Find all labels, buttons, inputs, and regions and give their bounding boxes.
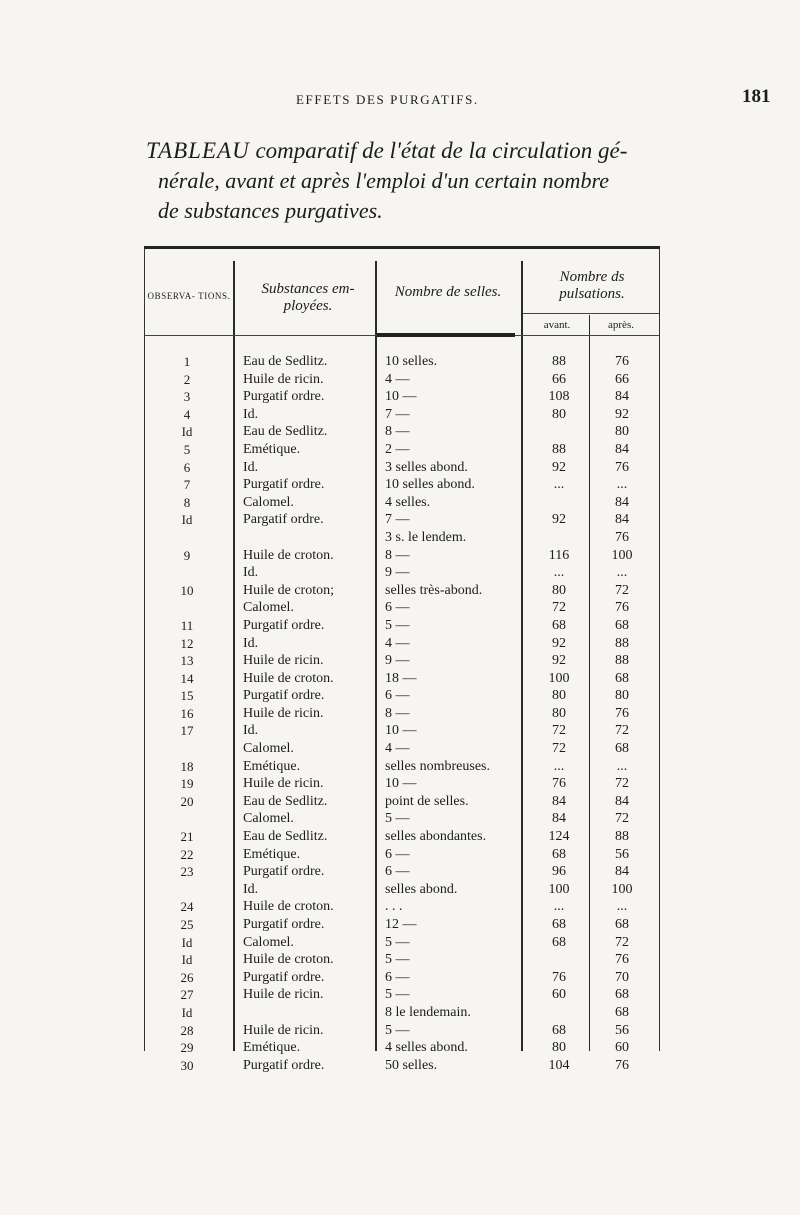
header-pulsations: Nombre ds pulsations. bbox=[559, 269, 625, 302]
cell-observation: 1 bbox=[183, 354, 191, 369]
cell-apres: 76 bbox=[615, 952, 629, 968]
cell-apres: 84 bbox=[615, 512, 629, 528]
cell-avant: 92 bbox=[552, 459, 566, 475]
table-row bbox=[145, 547, 659, 565]
data-table bbox=[144, 246, 660, 1073]
cell-apres: 68 bbox=[615, 670, 629, 686]
table-row bbox=[145, 758, 659, 776]
cell-selles: selles abondantes. bbox=[385, 829, 487, 845]
cell-selles: 10 — bbox=[385, 723, 417, 739]
cell-apres: 80 bbox=[615, 688, 629, 704]
cell-avant: ... bbox=[553, 899, 565, 915]
cell-selles: 18 — bbox=[385, 670, 417, 686]
cell-substance: Huile de ricin. bbox=[243, 653, 324, 669]
table-row bbox=[145, 1039, 659, 1057]
cell-avant: 72 bbox=[552, 723, 566, 739]
cell-apres: 70 bbox=[615, 969, 629, 985]
cell-apres: 84 bbox=[615, 793, 629, 809]
cell-substance: Huile de ricin. bbox=[243, 1022, 324, 1038]
cell-apres: 84 bbox=[615, 389, 629, 405]
cell-observation: 21 bbox=[180, 829, 194, 845]
cell-selles: 4 selles. bbox=[385, 494, 431, 510]
table-row bbox=[145, 582, 659, 600]
cell-substance: Huile de ricin. bbox=[243, 776, 324, 792]
cell-observation: 14 bbox=[180, 670, 194, 686]
cell-apres: 56 bbox=[615, 1022, 629, 1038]
cell-avant: 92 bbox=[552, 512, 566, 528]
header-apres: après. bbox=[608, 319, 634, 331]
table-body bbox=[145, 353, 659, 1074]
cell-selles: 5 — bbox=[385, 987, 410, 1003]
cell-apres: 66 bbox=[615, 371, 629, 387]
table-row bbox=[145, 599, 659, 617]
table-row bbox=[145, 406, 659, 424]
cell-avant: ... bbox=[553, 477, 565, 493]
cell-substance: Pargatif ordre. bbox=[243, 512, 324, 528]
cell-substance: Emétique. bbox=[243, 758, 301, 774]
cell-avant: ... bbox=[553, 758, 565, 774]
cell-avant: 68 bbox=[552, 1022, 566, 1038]
cell-apres: 100 bbox=[611, 547, 633, 563]
cell-observation: 30 bbox=[180, 1057, 194, 1073]
cell-observation: 27 bbox=[180, 987, 194, 1003]
cell-selles: 9 — bbox=[385, 565, 410, 581]
cell-observation: 4 bbox=[183, 406, 191, 422]
table-row bbox=[145, 705, 659, 723]
cell-substance: Huile de ricin. bbox=[243, 987, 324, 1003]
header-nombre-selles: Nombre de selles. bbox=[394, 284, 502, 300]
title-line-1 bbox=[146, 136, 666, 166]
header-avant: avant. bbox=[543, 319, 571, 331]
running-head: EFFETS DES PURGATIFS. bbox=[296, 92, 479, 107]
cell-substance: Id. bbox=[243, 565, 259, 581]
cell-observation: 28 bbox=[180, 1022, 194, 1038]
table-row bbox=[145, 916, 659, 934]
table-row bbox=[145, 564, 659, 582]
cell-selles: 8 — bbox=[385, 705, 410, 721]
cell-apres: 88 bbox=[615, 653, 629, 669]
table-row bbox=[145, 846, 659, 864]
cell-observation: 18 bbox=[180, 758, 194, 774]
table-row bbox=[145, 881, 659, 899]
table-row bbox=[145, 1004, 659, 1022]
cell-substance: Eau de Sedlitz. bbox=[243, 424, 328, 440]
cell-apres: 68 bbox=[615, 917, 629, 932]
table-row bbox=[145, 969, 659, 987]
cell-apres: 68 bbox=[615, 1004, 629, 1020]
cell-substance: Id. bbox=[243, 723, 259, 739]
cell-observation: 17 bbox=[180, 723, 194, 739]
table-row bbox=[145, 986, 659, 1004]
cell-selles: selles nombreuses. bbox=[385, 758, 490, 774]
cell-substance: Huile de croton. bbox=[243, 547, 334, 563]
table-row bbox=[145, 810, 659, 828]
cell-selles: 5 — bbox=[385, 811, 410, 827]
cell-substance: Calomel. bbox=[243, 811, 294, 827]
cell-avant: 72 bbox=[552, 741, 566, 757]
table-row bbox=[145, 828, 659, 846]
table-row bbox=[145, 635, 659, 653]
cell-avant: 100 bbox=[548, 881, 570, 897]
table-row bbox=[145, 863, 659, 881]
table-row bbox=[145, 934, 659, 952]
table-row bbox=[145, 775, 659, 793]
cell-substance: Huile de croton; bbox=[243, 582, 334, 598]
cell-avant: 80 bbox=[552, 705, 566, 721]
cell-selles: selles abond. bbox=[385, 881, 458, 897]
cell-apres: 76 bbox=[615, 1057, 629, 1073]
cell-selles: 5 — bbox=[385, 1022, 410, 1038]
table-row bbox=[145, 652, 659, 670]
cell-selles: 5 — bbox=[385, 952, 410, 968]
table-row bbox=[145, 441, 659, 459]
cell-apres: 60 bbox=[615, 1040, 629, 1056]
cell-substance: Huile de croton. bbox=[243, 899, 334, 915]
table-row bbox=[145, 670, 659, 688]
title-line-2: nérale, avant et après l'emploi d'un certain nombre bbox=[158, 168, 609, 193]
cell-apres: 84 bbox=[615, 864, 629, 880]
cell-observation: 23 bbox=[180, 864, 194, 880]
cell-selles: 10 — bbox=[385, 776, 417, 792]
cell-substance: Purgatif ordre. bbox=[243, 389, 325, 405]
cell-substance: Calomel. bbox=[243, 741, 294, 757]
table-row bbox=[145, 423, 659, 441]
cell-selles: 8 le lendemain. bbox=[385, 1004, 471, 1020]
table-row bbox=[145, 687, 659, 705]
table-row bbox=[145, 1057, 659, 1075]
cell-substance: Purgatif ordre. bbox=[243, 688, 325, 704]
cell-substance: Purgatif ordre. bbox=[243, 617, 325, 633]
cell-apres: 56 bbox=[615, 846, 629, 862]
cell-avant: 88 bbox=[552, 354, 566, 369]
cell-selles: 4 — bbox=[385, 635, 410, 651]
cell-substance: Calomel. bbox=[243, 494, 294, 510]
cell-substance: Huile de croton. bbox=[243, 952, 334, 968]
cell-observation: 19 bbox=[180, 776, 194, 792]
table-row bbox=[145, 371, 659, 389]
cell-apres: 72 bbox=[615, 811, 629, 827]
cell-observation: 6 bbox=[183, 459, 191, 475]
cell-avant: 68 bbox=[552, 846, 566, 862]
cell-avant: 60 bbox=[552, 987, 566, 1003]
cell-apres: ... bbox=[616, 477, 628, 493]
cell-substance: Purgatif ordre. bbox=[243, 969, 325, 985]
cell-apres: 76 bbox=[615, 459, 629, 475]
cell-selles: 6 — bbox=[385, 864, 410, 880]
table-row bbox=[145, 511, 659, 529]
cell-observation: 22 bbox=[180, 846, 194, 862]
cell-selles: 10 selles. bbox=[385, 354, 438, 369]
cell-apres: ... bbox=[616, 758, 628, 774]
cell-avant: 88 bbox=[552, 441, 566, 457]
cell-avant: 76 bbox=[552, 969, 566, 985]
cell-observation: Id bbox=[181, 952, 193, 968]
cell-observation: 10 bbox=[180, 582, 194, 598]
cell-apres: 76 bbox=[615, 705, 629, 721]
cell-avant: 116 bbox=[548, 547, 570, 563]
table-row bbox=[145, 459, 659, 477]
pulsations-rule bbox=[523, 313, 659, 314]
cell-observation: 13 bbox=[180, 653, 194, 669]
cell-selles: 8 — bbox=[385, 424, 410, 440]
header-substances: Substances em- ployées. bbox=[261, 281, 355, 314]
cell-observation: 16 bbox=[180, 705, 194, 721]
cell-apres: ... bbox=[616, 565, 628, 581]
cell-substance: Purgatif ordre. bbox=[243, 864, 325, 880]
cell-substance: Id. bbox=[243, 406, 259, 422]
cell-apres: 76 bbox=[615, 600, 629, 616]
cell-apres: 72 bbox=[615, 582, 629, 598]
cell-avant: 100 bbox=[548, 670, 570, 686]
cell-substance: Emétique. bbox=[243, 1040, 301, 1056]
cell-apres: 80 bbox=[615, 424, 629, 440]
cell-apres: 68 bbox=[615, 741, 629, 757]
cell-selles: 3 selles abond. bbox=[385, 459, 468, 475]
cell-selles: selles très-abond. bbox=[385, 582, 483, 598]
cell-avant: 68 bbox=[552, 917, 566, 932]
cell-avant: 72 bbox=[552, 600, 566, 616]
cell-selles: 8 — bbox=[385, 547, 410, 563]
cell-observation: 3 bbox=[183, 389, 191, 405]
cell-avant: 76 bbox=[552, 776, 566, 792]
cell-selles: 4 — bbox=[385, 371, 410, 387]
cell-substance: Calomel. bbox=[243, 600, 294, 616]
cell-avant: 92 bbox=[552, 635, 566, 651]
table-row bbox=[145, 388, 659, 406]
cell-observation: 29 bbox=[180, 1040, 194, 1056]
cell-apres: 88 bbox=[615, 635, 629, 651]
table-row bbox=[145, 476, 659, 494]
cell-substance: Purgatif ordre. bbox=[243, 477, 325, 493]
cell-apres: 72 bbox=[615, 723, 629, 739]
table-title bbox=[146, 136, 666, 226]
cell-selles: 6 — bbox=[385, 688, 410, 704]
cell-observation: 2 bbox=[183, 371, 191, 387]
cell-avant: 68 bbox=[552, 934, 566, 950]
cell-apres: 100 bbox=[611, 881, 633, 897]
cell-selles: 12 — bbox=[385, 917, 417, 932]
cell-observation: 25 bbox=[180, 917, 194, 932]
cell-substance: Eau de Sedlitz. bbox=[243, 354, 328, 369]
cell-substance: Huile de croton. bbox=[243, 670, 334, 686]
cell-substance: Eau de Sedlitz. bbox=[243, 793, 328, 809]
cell-avant: 80 bbox=[552, 688, 566, 704]
table-row bbox=[145, 898, 659, 916]
cell-selles: 4 — bbox=[385, 741, 410, 757]
cell-substance: Purgatif ordre. bbox=[243, 1057, 325, 1073]
cell-apres: 68 bbox=[615, 617, 629, 633]
cell-apres: 84 bbox=[615, 441, 629, 457]
title-caps: TABLEAU bbox=[146, 138, 250, 163]
cell-selles: 6 — bbox=[385, 969, 410, 985]
cell-observation: 11 bbox=[180, 617, 194, 633]
cell-avant: 68 bbox=[552, 617, 566, 633]
cell-observation: 8 bbox=[183, 494, 191, 510]
cell-selles: 6 — bbox=[385, 600, 410, 616]
table-row bbox=[145, 722, 659, 740]
cell-apres: 92 bbox=[615, 406, 629, 422]
cell-substance: Calomel. bbox=[243, 934, 294, 950]
cell-avant: 124 bbox=[548, 829, 570, 845]
cell-observation: 5 bbox=[183, 441, 191, 457]
cell-observation: 26 bbox=[180, 969, 194, 985]
cell-selles: 5 — bbox=[385, 617, 410, 633]
cell-selles: . . . bbox=[385, 899, 403, 915]
cell-substance: Id. bbox=[243, 881, 259, 897]
table-row bbox=[145, 617, 659, 635]
table-row bbox=[145, 793, 659, 811]
cell-avant: 84 bbox=[552, 793, 566, 809]
cell-apres: 72 bbox=[615, 934, 629, 950]
cell-avant: ... bbox=[553, 565, 565, 581]
cell-selles: 10 — bbox=[385, 389, 417, 405]
cell-observation: 20 bbox=[180, 793, 194, 809]
cell-apres: 76 bbox=[615, 529, 629, 545]
cell-selles: 50 selles. bbox=[385, 1057, 438, 1073]
cell-selles: point de selles. bbox=[385, 793, 469, 809]
header-thick-rule bbox=[377, 333, 515, 337]
cell-substance: Huile de ricin. bbox=[243, 705, 324, 721]
cell-selles: 3 s. le lendem. bbox=[385, 529, 467, 545]
cell-observation: Id bbox=[181, 1004, 193, 1020]
cell-selles: 7 — bbox=[385, 512, 410, 528]
cell-observation: 7 bbox=[183, 477, 191, 493]
cell-avant: 96 bbox=[552, 864, 566, 880]
cell-observation: 15 bbox=[180, 688, 194, 704]
cell-substance: Id. bbox=[243, 459, 259, 475]
cell-apres: 68 bbox=[615, 987, 629, 1003]
cell-substance: Eau de Sedlitz. bbox=[243, 829, 328, 845]
cell-substance: Emétique. bbox=[243, 846, 301, 862]
title-line-3: de substances purgatives. bbox=[158, 198, 383, 223]
cell-observation: 9 bbox=[183, 547, 191, 563]
cell-selles: 9 — bbox=[385, 653, 410, 669]
table-row bbox=[145, 740, 659, 758]
page-number: 181 bbox=[742, 86, 771, 107]
table-row bbox=[145, 353, 659, 371]
header-observations: OBSERVA- TIONS. bbox=[147, 291, 231, 301]
cell-selles: 5 — bbox=[385, 934, 410, 950]
cell-selles: 4 selles abond. bbox=[385, 1040, 468, 1056]
cell-avant: 108 bbox=[548, 389, 570, 405]
cell-avant: 104 bbox=[548, 1057, 570, 1073]
cell-observation: Id bbox=[181, 424, 193, 440]
cell-avant: 66 bbox=[552, 371, 566, 387]
table-row bbox=[145, 529, 659, 547]
cell-avant: 80 bbox=[552, 582, 566, 598]
cell-selles: 6 — bbox=[385, 846, 410, 862]
cell-avant: 92 bbox=[552, 653, 566, 669]
cell-avant: 84 bbox=[552, 811, 566, 827]
cell-observation: 12 bbox=[180, 635, 194, 651]
title-line-1-rest: comparatif de l'état de la circulation gé- bbox=[255, 138, 628, 163]
cell-substance: Purgatif ordre. bbox=[243, 917, 325, 932]
cell-apres: 76 bbox=[615, 354, 629, 369]
table-row bbox=[145, 951, 659, 969]
cell-substance: Id. bbox=[243, 635, 259, 651]
cell-avant: 80 bbox=[552, 406, 566, 422]
cell-substance: Emétique. bbox=[243, 441, 301, 457]
cell-apres: 72 bbox=[615, 776, 629, 792]
cell-avant: 80 bbox=[552, 1040, 566, 1056]
table-row bbox=[145, 494, 659, 512]
cell-substance: Huile de ricin. bbox=[243, 371, 324, 387]
cell-apres: 84 bbox=[615, 494, 629, 510]
cell-observation: Id bbox=[181, 934, 193, 950]
table-row bbox=[145, 1022, 659, 1040]
cell-observation: Id bbox=[181, 512, 193, 528]
cell-selles: 10 selles abond. bbox=[385, 477, 475, 493]
cell-apres: 88 bbox=[615, 829, 629, 845]
cell-selles: 2 — bbox=[385, 441, 410, 457]
cell-observation: 24 bbox=[180, 899, 194, 915]
cell-selles: 7 — bbox=[385, 406, 410, 422]
cell-apres: ... bbox=[616, 899, 628, 915]
